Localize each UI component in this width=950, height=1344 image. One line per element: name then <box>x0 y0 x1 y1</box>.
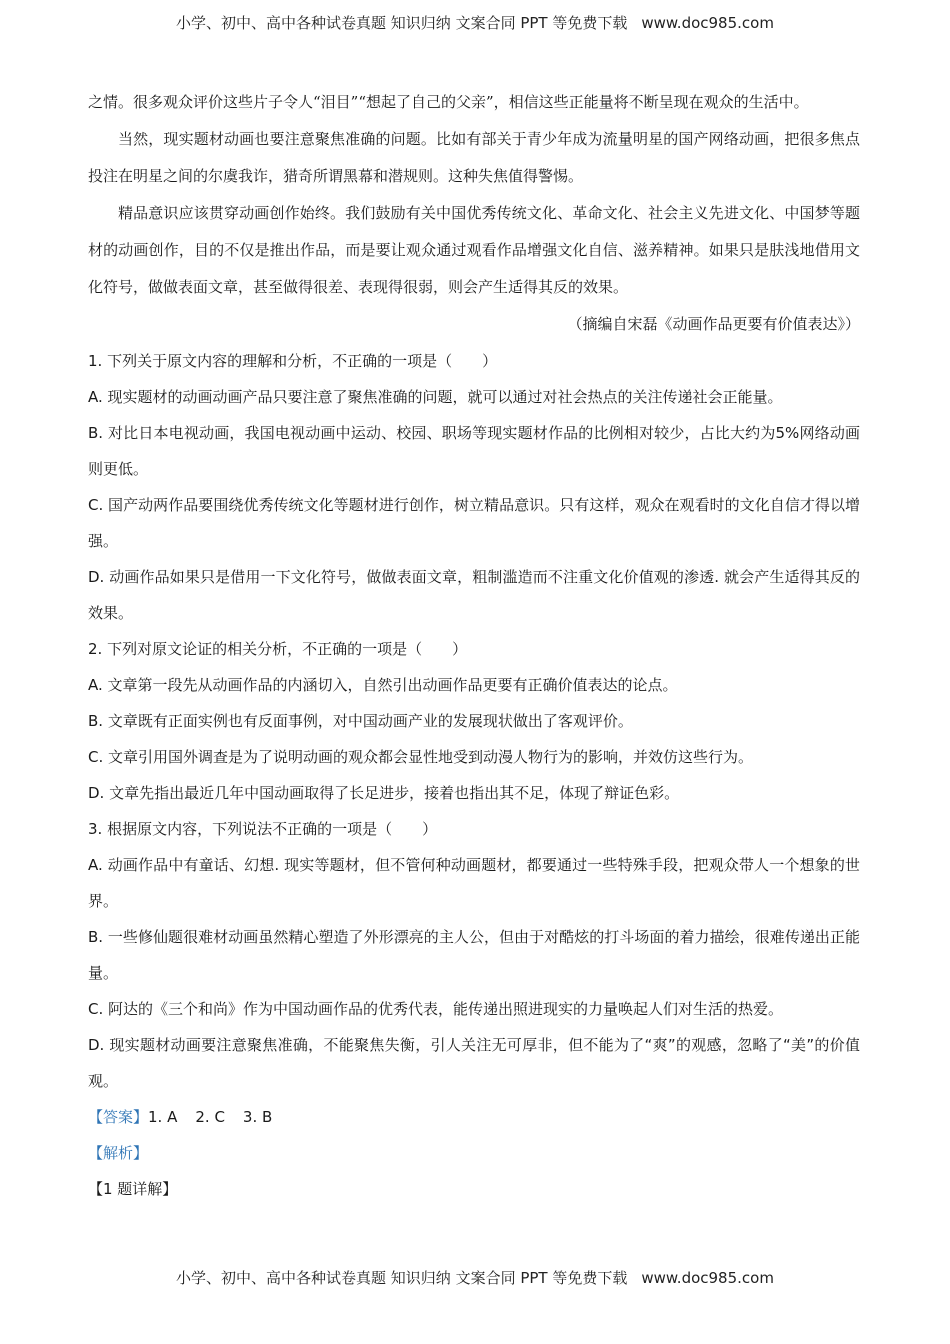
question-stem: 3. 根据原文内容，下列说法不正确的一项是（ ） <box>88 820 438 838</box>
analysis-line <box>88 1135 860 1171</box>
option-a: A. 现实题材的动画动画产品只要注意了聚焦准确的问题，就可以通过对社会热点的关注传递社会正能量。 <box>88 388 783 406</box>
header-text: 小学、初中、高中各种试卷真题 知识归纳 文案合同 PPT 等免费下载 <box>176 14 628 32</box>
option-b: B. 文章既有正面实例也有反面事例，对中国动画产业的发展现状做出了客观评价。 <box>88 712 633 730</box>
article-paragraph-2: 当然，现实题材动画也要注意聚焦准确的问题。比如有部关于青少年成为流量明星的国产网络动画，把很多焦点投注在明星之间的尔虞我诈，猎奇所谓黑幕和潜规则。这种失焦值得警惕。 <box>88 130 860 185</box>
option-b: B. 对比日本电视动画，我国电视动画中运动、校园、职场等现实题材作品的比例相对较少，占比大约为5%网络动画则更低。 <box>88 424 860 478</box>
page-header <box>0 12 950 33</box>
option-a: A. 文章第一段先从动画作品的内涵切入，自然引出动画作品更要有正确价值表达的论点。 <box>88 676 678 694</box>
detail-label: 【1 题详解】 <box>88 1180 178 1198</box>
question-1 <box>88 343 860 631</box>
option-d: D. 动画作品如果只是借用一下文化符号，做做表面文章，粗制滥造而不注重文化价值观的渗透. 就会产生适得其反的效果。 <box>88 568 860 622</box>
article-paragraph-1: 之情。很多观众评价这些片子令人“泪目”“想起了自己的父亲”，相信这些正能量将不断呈现在观众的生活中。 <box>88 93 809 111</box>
document-body <box>88 84 860 1207</box>
article-paragraph-3: 精品意识应该贯穿动画创作始终。我们鼓励有关中国优秀传统文化、革命文化、社会主义先进文化、中国梦等题材的动画创作，目的不仅是推出作品，而是要让观众通过观看作品增强文化自信、滋养精神。如果只是肤浅地借用文化符号，做做表面文章，甚至做得很差、表现得很弱，则会产生适得其反的效果。 <box>88 204 860 296</box>
article-source: （摘编自宋磊《动画作品更要有价值表达》） <box>567 315 860 333</box>
header-site-link[interactable]: www.doc985.com <box>641 14 774 32</box>
option-c: C. 国产动两作品要围绕优秀传统文化等题材进行创作，树立精品意识。只有这样，观众在观看时的文化自信才得以增强。 <box>88 496 860 550</box>
footer-text: 小学、初中、高中各种试卷真题 知识归纳 文案合同 PPT 等免费下载 <box>176 1269 628 1287</box>
option-b: B. 一些修仙题很难材动画虽然精心塑造了外形漂亮的主人公，但由于对酷炫的打斗场面的着力描绘，很难传递出正能量。 <box>88 928 860 982</box>
option-d: D. 现实题材动画要注意聚焦准确，不能聚焦失衡，引人关注无可厚非，但不能为了“爽”的观感，忽略了“美”的价值观。 <box>88 1036 860 1090</box>
page-footer <box>0 1267 950 1288</box>
question-stem: 1. 下列关于原文内容的理解和分析，不正确的一项是（ ） <box>88 352 498 370</box>
option-d: D. 文章先指出最近几年中国动画取得了长足进步，接着也指出其不足，体现了辩证色彩。 <box>88 784 680 802</box>
option-a: A. 动画作品中有童话、幻想. 现实等题材，但不管何种动画题材，都要通过一些特殊手段，把观众带人一个想象的世界。 <box>88 856 860 910</box>
detail-line <box>88 1171 860 1207</box>
question-2 <box>88 631 860 811</box>
option-c: C. 文章引用国外调查是为了说明动画的观众都会显性地受到动漫人物行为的影响，并效仿这些行为。 <box>88 748 754 766</box>
analysis-label: 【解析】 <box>88 1144 149 1162</box>
answer-item-3: 3. B <box>242 1108 273 1126</box>
option-c: C. 阿达的《三个和尚》作为中国动画作品的优秀代表，能传递出照进现实的力量唤起人们对生活的热爱。 <box>88 1000 784 1018</box>
answer-line <box>88 1099 860 1135</box>
answer-label: 【答案】 <box>88 1108 149 1126</box>
question-3 <box>88 811 860 1099</box>
answer-item-2: 2. C <box>195 1108 225 1126</box>
footer-site-link[interactable]: www.doc985.com <box>641 1269 774 1287</box>
answer-item-1: 1. A <box>148 1108 178 1126</box>
question-stem: 2. 下列对原文论证的相关分析，不正确的一项是（ ） <box>88 640 468 658</box>
